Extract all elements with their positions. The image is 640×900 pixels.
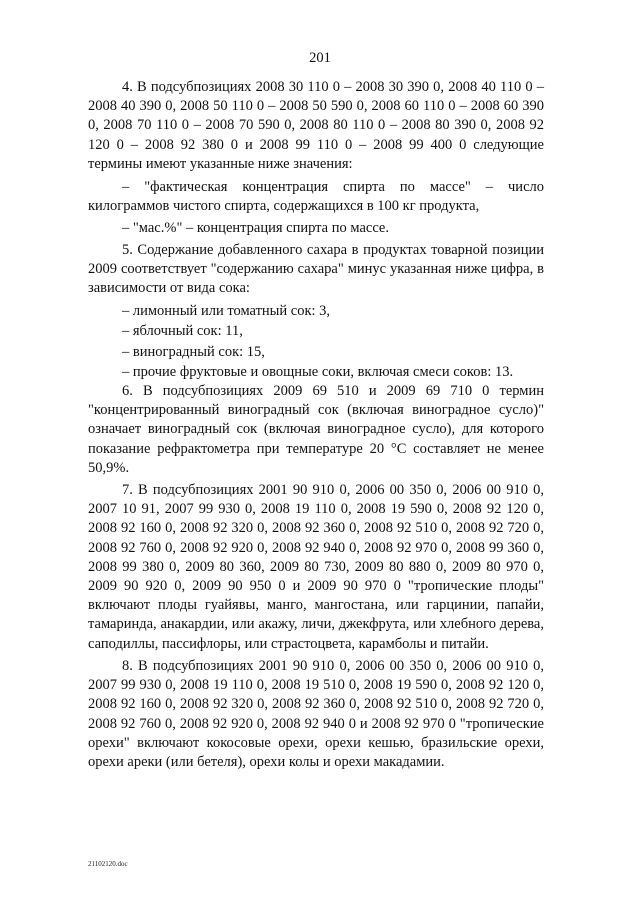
definition-item: – "мас.%" – концентрация спирта по массе. xyxy=(122,220,389,237)
paragraph-7: 7. В подсубпозициях 2001 90 910 0, 2006 00 350 0, 2006 00 910 0, 2007 10 91, 2007 99 930 0, 2008 19 110 0, 2008 19 590 0, 2008 92 120 0, 2008 92 160 0, 2008 92 320 0, 2008 92 360 0, 2008 92 510 0, 2008 92 720 0, 2008 92 760 0, 2008 92 920 0, 2008 92 940 0, 2008 92 970 0, 2008 99 360 0, 2008 99 380 0, 2009 80 360, 2009 80 730, 2009 80 880 0, 2009 80 970 0, 2009 90 920 0, 2009 90 950 0 и 2009 90 970 0 "тропические плоды" включают плоды гуайявы, манго, мангостана, или гарцинии, папайи, тамаринда, анакардии, или акажу, личи, джекфрута, или хлебного дерева, саподиллы, пассифлоры, или страстоцвета, карамболы и питайи. xyxy=(88,482,544,652)
paragraph-5: 5. Содержание добавленного сахара в продуктах товарной позиции 2009 соответствует "содержанию сахара" минус указанная ниже цифра, в зависимости от вида сока: xyxy=(88,241,544,297)
paragraph-4: 4. В подсубпозициях 2008 30 110 0 – 2008 30 390 0, 2008 40 110 0 – 2008 40 390 0, 2008 50 110 0 – 2008 50 590 0, 2008 60 110 0 – 2008 60 390 0, 2008 70 110 0 – 2008 70 590 0, 2008 80 110 0 – 2008 80 390 0, 2008 92 120 0 – 2008 92 380 0 и 2008 99 110 0 – 2008 99 400 0 следующие термины имеют указанные ниже значения: xyxy=(88,79,544,172)
definition-item: – "фактическая концентрация спирта по массе" – число килограммов чистого спирта, содержащихся в 100 кг продукта, xyxy=(88,179,544,215)
list-item: – лимонный или томатный сок: 3, xyxy=(122,303,331,320)
paragraph-8: 8. В подсубпозициях 2001 90 910 0, 2006 00 350 0, 2006 00 910 0, 2007 99 930 0, 2008 19 110 0, 2008 19 510 0, 2008 19 590 0, 2008 92 120 0, 2008 92 160 0, 2008 92 320 0, 2008 92 360 0, 2008 92 510 0, 2008 92 720 0, 2008 92 760 0, 2008 92 920 0, 2008 92 940 0 и 2008 92 970 0 "тропические орехи" включают кокосовые орехи, орехи кешью, бразильские орехи, орехи ареки (или бетеля), орехи колы и орехи макадамии. xyxy=(88,657,544,770)
page-number: 201 xyxy=(309,50,331,66)
list-item: – виноградный сок: 15, xyxy=(122,343,265,360)
document-body xyxy=(88,78,544,772)
list-item: – прочие фруктовые и овощные соки, включая смеси соков: 13. xyxy=(122,363,514,380)
paragraph-6: 6. В подсубпозициях 2009 69 510 и 2009 69 710 0 термин "концентрированный виноградный сок (включая виноградное сусло)" означает виноградный сок (включая виноградное сусло), для которого показание рефрактометра при температуре 20 °С составляет не менее 50,9%. xyxy=(88,383,544,476)
file-name-footer: 21102120.doc xyxy=(88,860,128,868)
list-item: – яблочный сок: 11, xyxy=(122,323,243,340)
